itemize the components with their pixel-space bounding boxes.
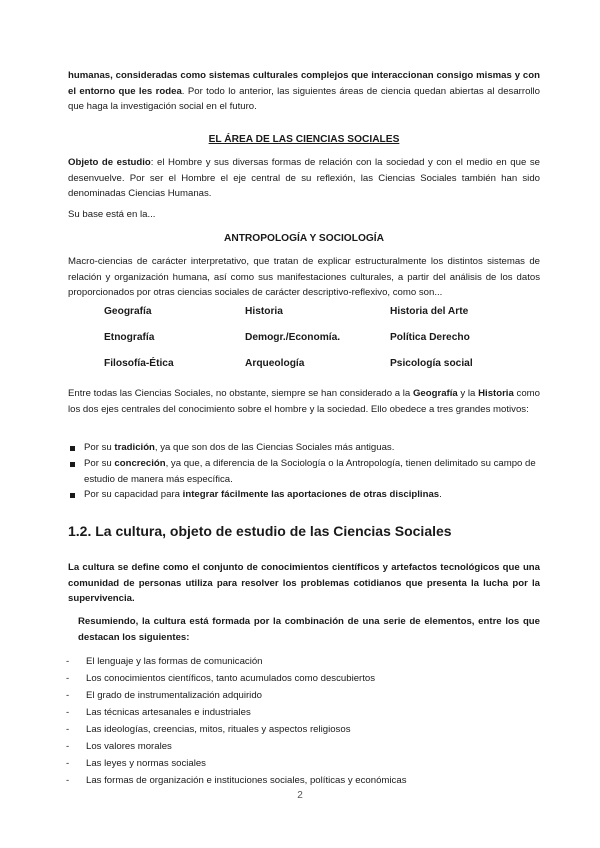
objeto-paragraph — [68, 155, 540, 202]
science-item: Historia del Arte — [390, 306, 469, 317]
ejes-post: como los dos ejes centrales del conocimiento sobre el hombre y la sociedad. Ello obedece a tres grandes motivos: — [68, 388, 540, 415]
intro-paragraph — [68, 68, 540, 115]
motivo-item — [84, 487, 540, 503]
intro-bold: humanas, consideradas como sistemas culturales complejos que interaccionan consigo mismas y con el entorno que les rodea — [68, 70, 540, 97]
section-title: 1.2. La cultura, objeto de estudio de las Ciencias Sociales — [68, 523, 452, 539]
elemento-item: Los conocimientos científicos, tanto acumulados como descubiertos — [86, 673, 376, 684]
dash-bullet: - — [66, 775, 70, 786]
bullet-square-icon — [70, 446, 75, 451]
science-item: Política Derecho — [390, 332, 470, 343]
elemento-item: Las leyes y normas sociales — [86, 758, 206, 769]
motivo-pre: Por su capacidad para — [84, 489, 183, 500]
area-title: EL ÁREA DE LAS CIENCIAS SOCIALES — [208, 134, 400, 145]
elemento-item: El lenguaje y las formas de comunicación — [86, 656, 263, 667]
objeto-label: Objeto de estudio — [68, 157, 151, 168]
ejes-pre: Entre todas las Ciencias Sociales, no obstante, siempre se han considerado a la — [68, 388, 413, 399]
bullet-square-icon — [70, 493, 75, 498]
ejes-paragraph — [68, 386, 540, 417]
science-item: Demogr./Economía. — [245, 332, 341, 343]
motivo-pre: Por su — [84, 442, 115, 453]
elemento-item: Las técnicas artesanales e industriales — [86, 707, 251, 718]
science-item: Filosofía-Ética — [104, 358, 174, 369]
ejes-and: y la — [457, 388, 479, 399]
motivo-bold: concreción — [114, 458, 166, 469]
motivo-bold: integrar fácilmente las aportaciones de otras disciplinas — [182, 489, 440, 500]
science-item: Geografía — [104, 306, 152, 317]
dash-bullet: - — [66, 707, 70, 718]
dash-bullet: - — [66, 656, 70, 667]
antro-title: ANTROPOLOGÍA Y SOCIOLOGÍA — [224, 233, 384, 244]
science-item: Etnografía — [104, 332, 155, 343]
science-item: Arqueología — [245, 358, 305, 369]
page-number: 2 — [297, 790, 303, 801]
ejes-historia: Historia — [478, 388, 514, 399]
bullet-square-icon — [70, 462, 75, 467]
ejes-geografia: Geografía — [412, 388, 458, 399]
dash-bullet: - — [66, 758, 70, 769]
motivo-item — [84, 440, 540, 456]
resumen-paragraph: Resumiendo, la cultura está formada por la combinación de una serie de elementos, entre los que destacan los siguientes: — [78, 616, 540, 643]
science-item: Psicología social — [390, 358, 473, 369]
motivo-item — [84, 456, 540, 487]
motivo-post: , ya que, a diferencia de la Sociología o la Antropología, tienen delimitado su campo de estudio de manera más específica. — [84, 458, 536, 485]
motivo-post: . — [439, 489, 442, 500]
science-item: Historia — [245, 306, 283, 317]
motivo-post: , ya que son dos de las Ciencias Sociales más antiguas. — [154, 442, 395, 453]
elemento-item: Las formas de organización e instituciones sociales, políticas y económicas — [86, 775, 407, 786]
dash-bullet: - — [66, 673, 70, 684]
objeto-text: : el Hombre y sus diversas formas de relación con la sociedad y con el medio en que se desenvuelve. Por ser el Hombre el eje central de su reflexión, las Ciencias Sociales también han sido denominadas Ciencias Humanas. — [68, 157, 540, 199]
dash-bullet: - — [66, 741, 70, 752]
elemento-item: El grado de instrumentalización adquirido — [86, 690, 262, 701]
dash-bullet: - — [66, 690, 70, 701]
motivo-pre: Por su — [84, 458, 115, 469]
elemento-item: Las ideologías, creencias, mitos, rituales y aspectos religiosos — [86, 724, 351, 735]
intro-rest: . Por todo lo anterior, las siguientes áreas de ciencia quedan abiertas al desarrollo que haga la investigación social en el futuro. — [68, 85, 540, 112]
antro-text: Macro-ciencias de carácter interpretativo, que tratan de explicar estructuralmente los distintos sistemas de relación y organización humana, así como sus manifestaciones culturales, a partir del análisis de los datos proporcionados por otras ciencias sociales de carácter descriptivo-reflexivo, como son... — [68, 256, 540, 298]
base-text: Su base está en la... — [68, 209, 156, 220]
dash-bullet: - — [66, 724, 70, 735]
elemento-item: Los valores morales — [86, 741, 172, 752]
motivo-bold: tradición — [114, 442, 155, 453]
culture-definition: La cultura se define como el conjunto de conocimientos científicos y artefactos tecnológicos que una comunidad de personas utiliza para resolver los problemas cotidianos que presenta la lucha por la supervivencia. — [68, 562, 540, 604]
